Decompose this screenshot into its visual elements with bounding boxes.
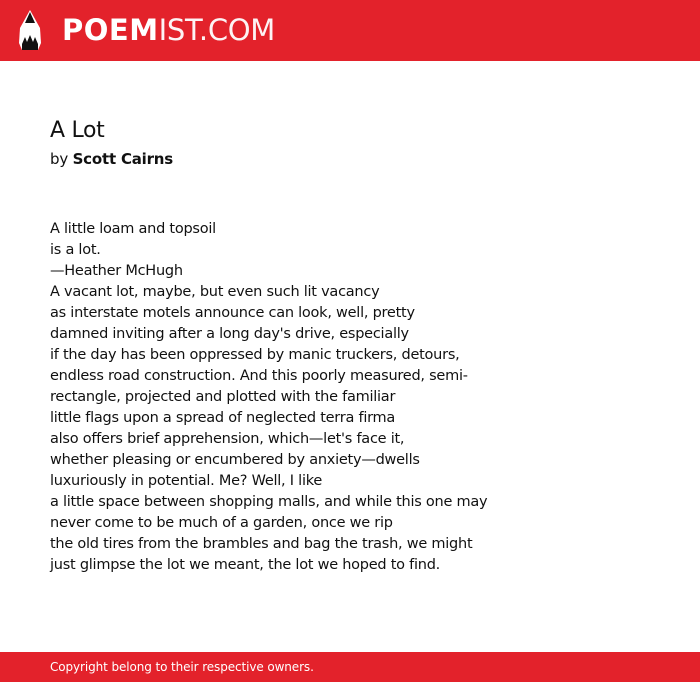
poem-title: A Lot [50,118,105,143]
poem-line: a little space between shopping malls, and while this one may [50,494,488,510]
poem-line: just glimpse the lot we meant, the lot we hoped to find. [50,557,441,573]
copyright-text: Copyright belong to their respective owners. [50,660,314,674]
poem-line: endless road construction. And this poorly measured, semi- [50,368,468,384]
poem-line: luxuriously in potential. Me? Well, I like [50,473,323,489]
poem-line: A little loam and topsoil [50,221,216,237]
logo-text-light: IST.COM [158,13,276,47]
poem-line: rectangle, projected and plotted with the familiar [50,389,396,405]
logo-text-bold: POEM [62,13,159,47]
site-footer [0,652,700,682]
poem-line: little flags upon a spread of neglected terra firma [50,410,396,426]
poem-line: as interstate motels announce can look, well, pretty [50,305,415,321]
poem-author: Scott Cairns [72,150,174,168]
poem-byline [50,149,173,169]
by-label: by [50,150,68,168]
poem-line: A vacant lot, maybe, but even such lit vacancy [50,284,380,300]
poem-line: if the day has been oppressed by manic truckers, detours, [50,347,460,363]
site-header [0,0,700,61]
poem-line: —Heather McHugh [50,263,183,279]
site-logo[interactable] [62,12,275,48]
poem-line: the old tires from the brambles and bag the trash, we might [50,536,473,552]
poem-body [50,219,650,576]
poem-line: whether pleasing or encumbered by anxiety—dwells [50,452,420,468]
poem-line: damned inviting after a long day's drive, especially [50,326,409,342]
poem-line: never come to be much of a garden, once we rip [50,515,393,531]
poem-line: is a lot. [50,242,101,258]
pencil-tip-icon[interactable] [18,10,42,50]
poem-line: also offers brief apprehension, which—let's face it, [50,431,405,447]
